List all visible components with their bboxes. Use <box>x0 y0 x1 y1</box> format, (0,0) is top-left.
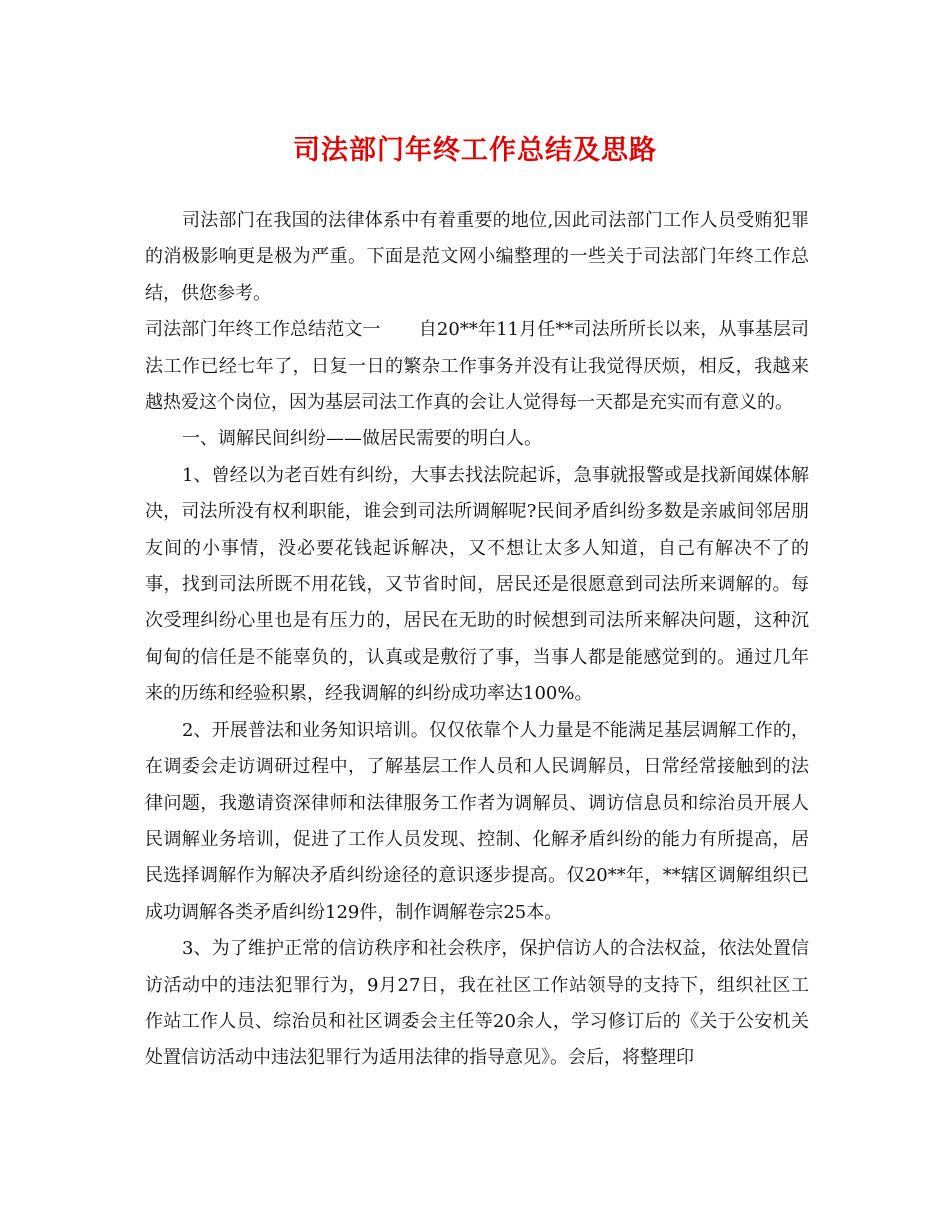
sample-text: 自20**年11月任**司法所所长以来，从事基层司法工作已经七年了，日复一日的繁杂工作事务并没有让我觉得厌烦，相反，我越来越热爱这个岗位，因为基层司法工作真的会让人觉得每一天都是充实而有意义的。 <box>145 319 810 414</box>
sample-paragraph <box>145 312 809 421</box>
paragraph-3: 3、为了维护正常的信访秩序和社会秩序，保护信访人的合法权益，依法处置信访活动中的违法犯罪行为，9月27日，我在社区工作站领导的支持下，组织社区工作站工作人员、综治员和社区调委会主任等20余人，学习修订后的《关于公安机关处置信访活动中违法犯罪行为适用法律的指导意见》。会后，将整理印 <box>145 938 809 1069</box>
paragraph-1: 1、曾经以为老百姓有纠纷，大事去找法院起诉，急事就报警或是找新闻媒体解决，司法所没有权利职能，谁会到司法所调解呢?民间矛盾纠纷多数是亲戚间邻居朋友间的小事情，没必要花钱起诉解决，又不想让太多人知道，自己有解决不了的事，找到司法所既不用花钱，又节省时间，居民还是很愿意到司法所来调解的。每次受理纠纷心里也是有压力的，居民在无助的时候想到司法所来解决问题，这种沉甸甸的信任是不能辜负的，认真或是敷衍了事，当事人都是能感觉到的。通过几年来的历练和经验积累，经我调解的纠纷成功率达100%。 <box>145 464 809 705</box>
document-body <box>145 203 809 1077</box>
section-heading-1: 一、调解民间纠纷——做居民需要的明白人。 <box>182 428 542 450</box>
intro-paragraph: 司法部门在我国的法律体系中有着重要的地位,因此司法部门工作人员受贿犯罪的消极影响更是极为严重。下面是范文网小编整理的一些关于司法部门年终工作总结，供您参考。 <box>145 210 809 304</box>
document-title: 司法部门年终工作总结及思路 <box>293 135 657 166</box>
sample-label: 司法部门年终工作总结范文一 <box>145 319 381 341</box>
paragraph-2: 2、开展普法和业务知识培训。仅仅依靠个人力量是不能满足基层调解工作的，在调委会走访调研过程中，了解基层工作人员和人民调解员，日常经常接触到的法律问题，我邀请资深律师和法律服务工作者为调解员、调访信息员和综治员开展人民调解业务培训，促进了工作人员发现、控制、化解矛盾纠纷的能力有所提高，居民选择调解作为解决矛盾纠纷途径的意识逐步提高。仅20**年，**辖区调解组织已成功调解各类矛盾纠纷129件，制作调解卷宗25本。 <box>145 719 809 923</box>
